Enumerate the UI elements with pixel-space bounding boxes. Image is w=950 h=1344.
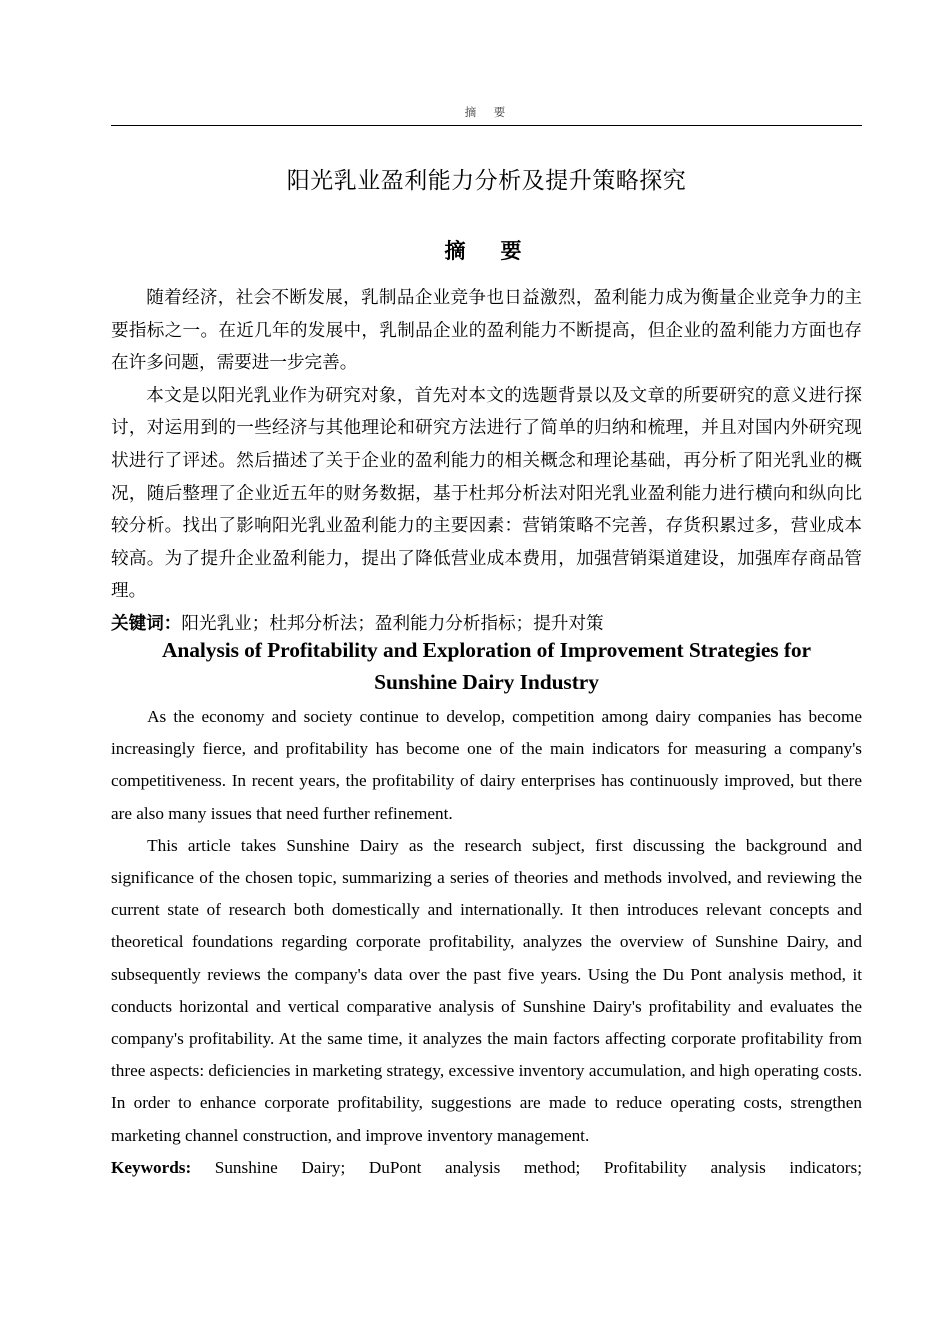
chinese-paragraph: 随着经济，社会不断发展，乳制品企业竞争也日益激烈，盈利能力成为衡量企业竞争力的主要指标之一。在近几年的发展中，乳制品企业的盈利能力不断提高，但企业的盈利能力方面也存在许多问题，需要进一步完善。 (111, 288, 862, 374)
english-keywords-line (111, 1152, 862, 1216)
english-document-title (111, 634, 862, 698)
english-title-line-1: Analysis of Profitability and Exploration of Improvement Strategies for (161, 638, 812, 662)
chinese-document-title: 阳光乳业盈利能力分析及提升策略探究 (286, 168, 687, 194)
english-keywords-value: Sunshine Dairy; DuPont analysis method; Profitability analysis indicators; (214, 1157, 862, 1177)
running-header-text: 摘 要 (464, 107, 509, 119)
document-page (111, 0, 862, 1344)
chinese-abstract-body (111, 282, 862, 640)
chinese-abstract-heading: 摘 要 (444, 239, 529, 263)
page-header (111, 106, 862, 126)
english-keywords-label: Keywords: (111, 1157, 215, 1177)
english-paragraph: As the economy and society continue to develop, competition among dairy companies has become increasingly fierce, and profitability has become one of the main indicators for measuring a company's competitiveness. In recent years, the profitability of dairy enterprises has continuously improved, but there are also many issues that need further refinement. (111, 707, 862, 823)
chinese-keywords-value: 阳光乳业；杜邦分析法；盈利能力分析指标；提升对策 (181, 613, 604, 634)
chinese-paragraph: 本文是以阳光乳业作为研究对象，首先对本文的选题背景以及文章的所要研究的意义进行探讨，对运用到的一些经济与其他理论和研究方法进行了简单的归纳和梳理，并且对国内外研究现状进行了评述。然后描述了关于企业的盈利能力的相关概念和理论基础，再分析了阳光乳业的概况，随后整理了企业近五年的财务数据，基于杜邦分析法对阳光乳业盈利能力进行横向和纵向比较分析。找出了影响阳光乳业盈利能力的主要因素：营销策略不完善，存货积累过多，营业成本较高。为了提升企业盈利能力，提出了降低营业成本费用，加强营销渠道建设，加强库存商品管理。 (111, 385, 862, 602)
chinese-keywords-label: 关键词： (111, 613, 182, 634)
english-abstract-body (111, 701, 862, 1216)
header-divider-rule (111, 125, 862, 126)
english-title-line-2: Sunshine Dairy Industry (374, 670, 599, 694)
english-paragraph: This article takes Sunshine Dairy as the research subject, first discussing the background and significance of the chosen topic, summarizing a series of theories and methods involved, and reviewing the current state of research both domestically and internationally. It then introduces relevant concepts and theoretical foundations regarding corporate profitability, analyzes the overview of Sunshine Dairy, and subsequently reviews the company's data over the past five years. Using the Du Pont analysis method, it conducts horizontal and vertical comparative analysis of Sunshine Dairy's profitability and evaluates the company's profitability. At the same time, it analyzes the main factors affecting corporate profitability from three aspects: deficiencies in marketing strategy, excessive inventory accumulation, and high operating costs. In order to enhance corporate profitability, suggestions are made to reduce operating costs, strengthen marketing channel construction, and improve inventory management. (111, 835, 862, 1145)
